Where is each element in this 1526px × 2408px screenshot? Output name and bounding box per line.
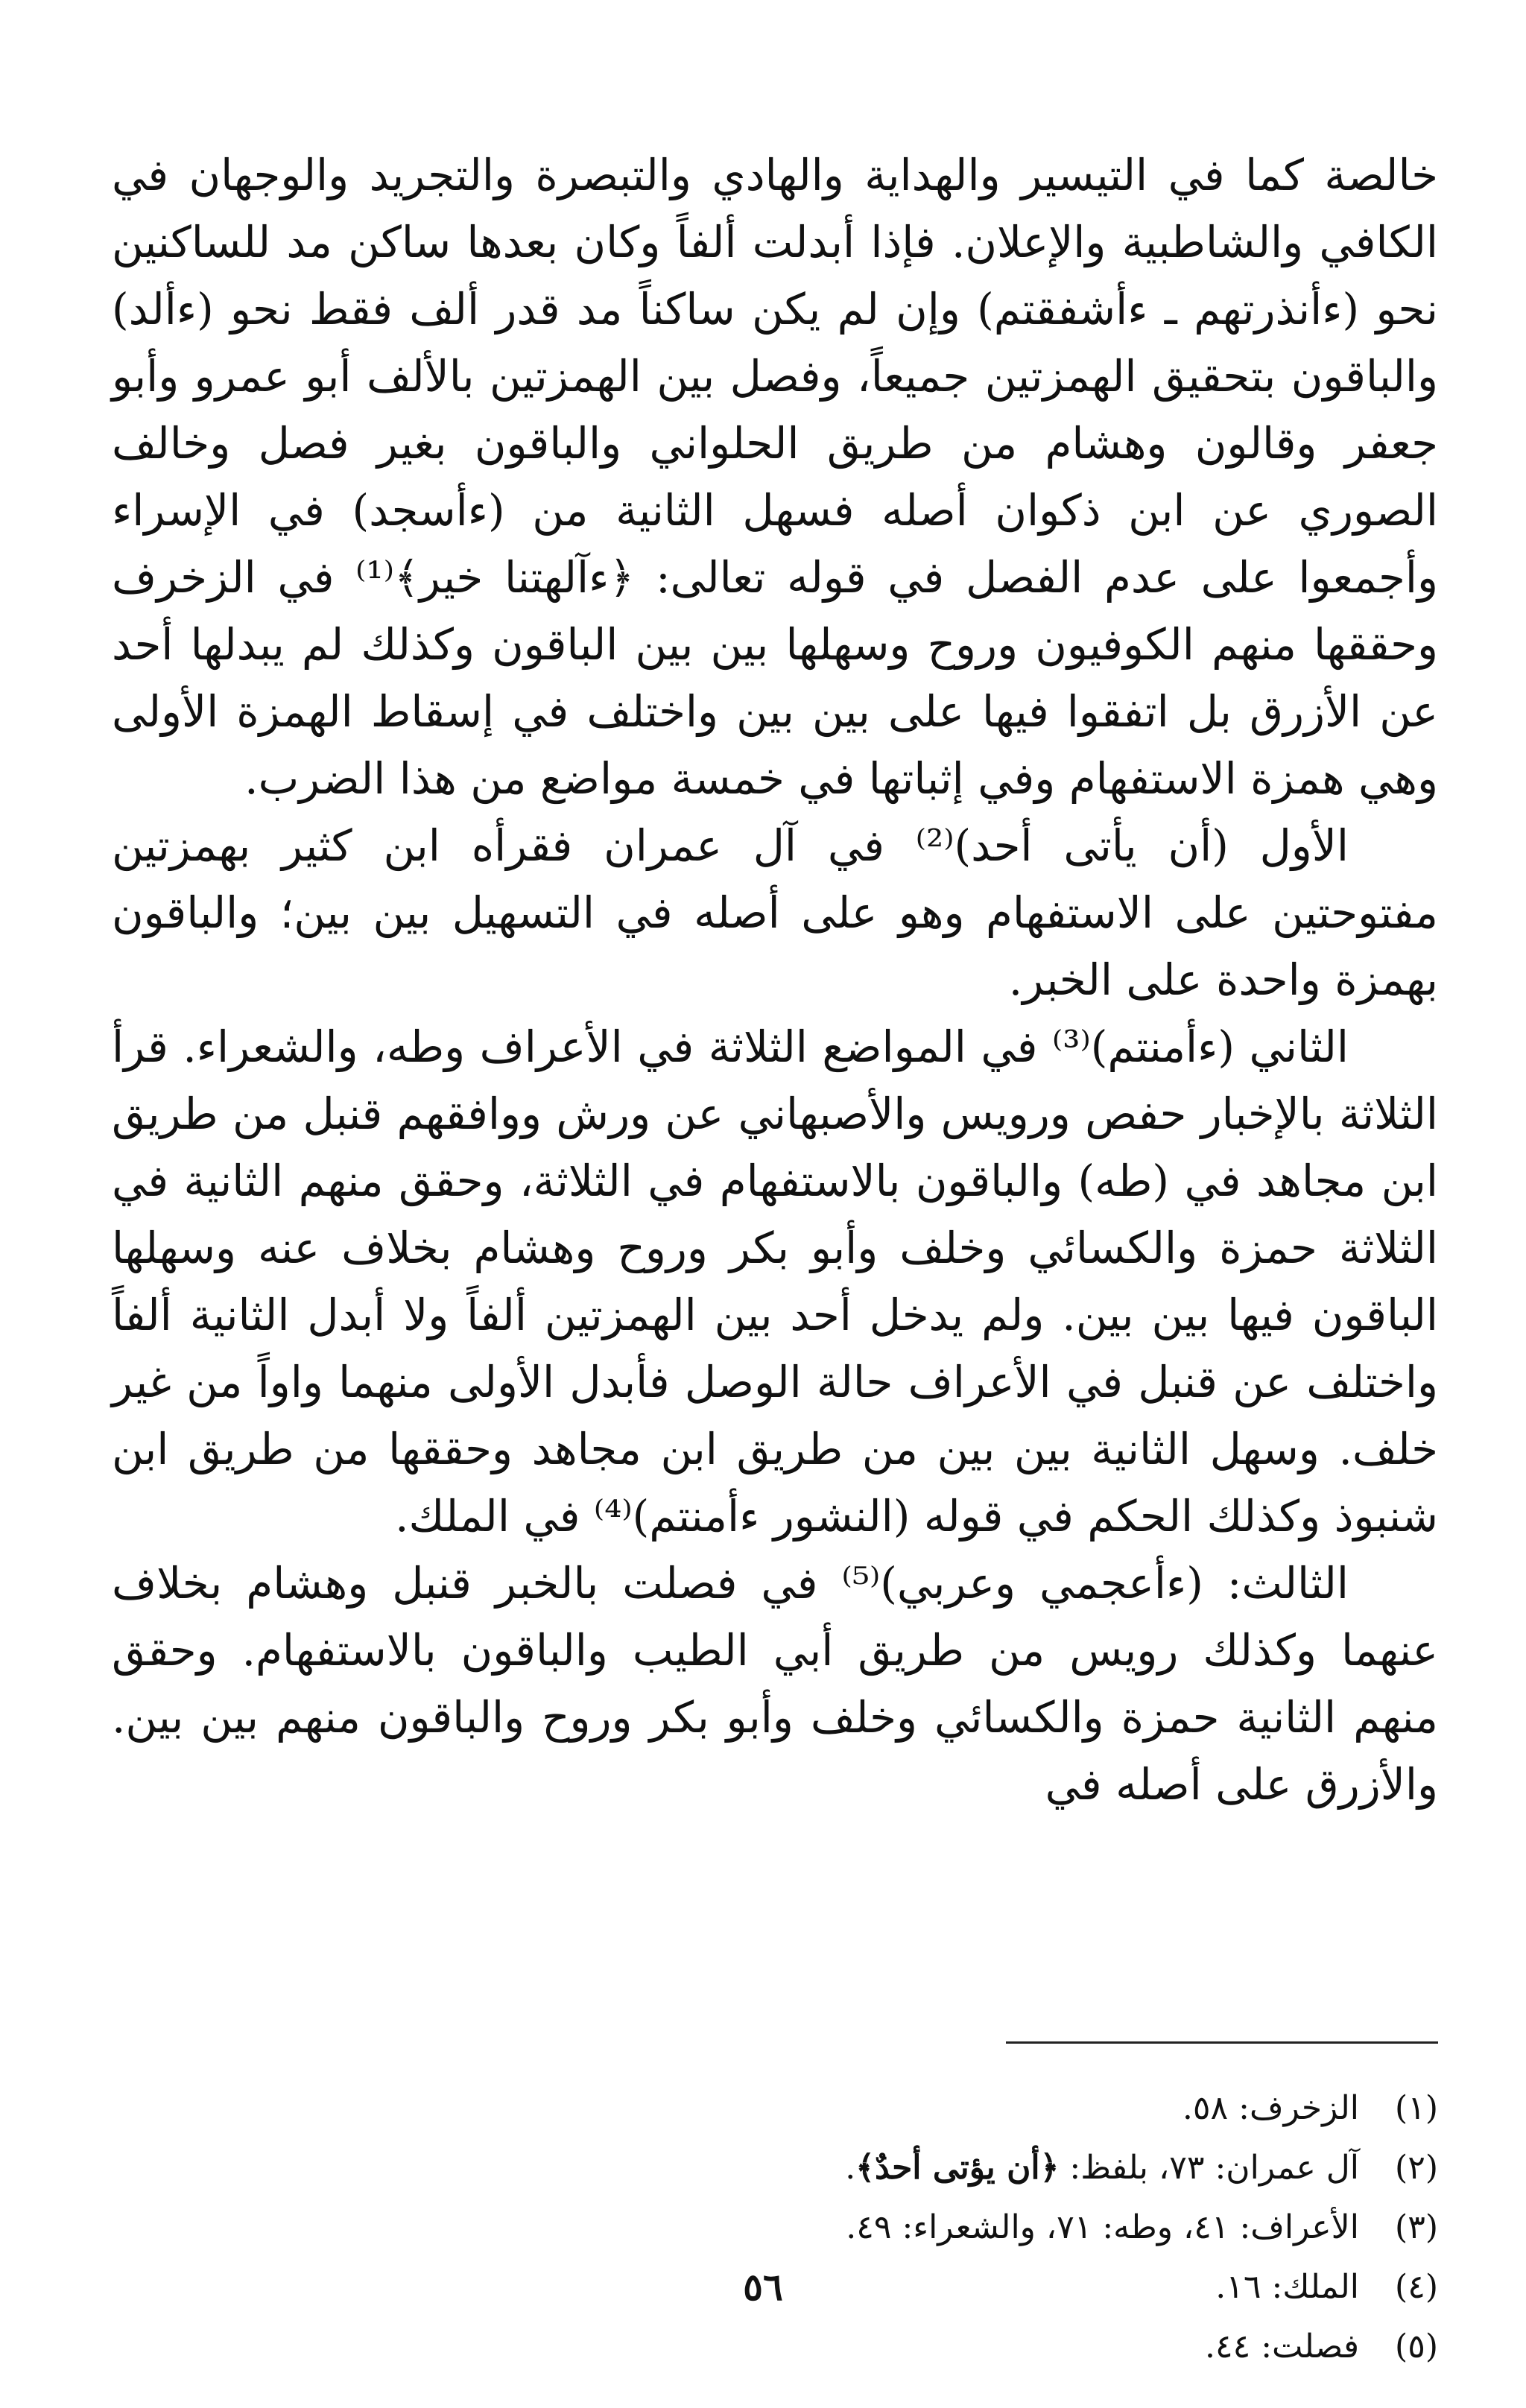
- footnote-5: [469, 2317, 1438, 2377]
- paragraph-1: خالصة كما في التيسير والهداية والهادي والتبصرة والتجريد والوجهان في الكافي والشاطبية والإعلان. فإذا أبدلت ألفاً وكان بعدها ساكن مد للساكنين نحو (ءأنذرتهم ـ ءأشفقتم) وإن لم يكن ساكناً مد قدر ألف فقط نحو (ءألد) والباقون بتحقيق الهمزتين جميعاً، وفصل بين الهمزتين بالألف أبو عمرو وأبو جعفر وقالون وهشام من طريق الحلواني والباقون بغير فصل وخالف الصوري عن ابن ذكوان أصله فسهل الثانية من (ءأسجد) في الإسراء وأجمعوا على عدم الفصل في قوله تعالى: ﴿ءآلهتنا خير﴾⁽¹⁾ في الزخرف وحققها منهم الكوفيون وروح وسهلها بين بين الباقون وكذلك لم يبدلها أحد عن الأزرق بل اتفقوا فيها على بين بين واختلف في إسقاط الهمزة الأولى وهي همزة الاستفهام وفي إثباتها في خمسة مواضع من هذا الضرب.: [112, 150, 1438, 804]
- footnote-divider: [1006, 2041, 1438, 2044]
- main-text: [112, 142, 1438, 1818]
- paragraph-4: الثالث: (ءأعجمي وعربي)⁽⁵⁾ في فصلت بالخبر قنبل وهشام بخلاف عنهما وكذلك رويس من طريق أبي الطيب والباقون بالاستفهام. وحقق منهم الثانية حمزة والكسائي وخلف وأبو بكر وروح والباقون منهم بين بين. والأزرق على أصله في: [112, 1558, 1438, 1810]
- footnote-text: الملك: ١٦.: [1215, 2268, 1359, 2306]
- footnote-number: (٤): [1395, 2268, 1438, 2306]
- footnote-text-prefix: آل عمران: ٧٣، بلفظ:: [1059, 2149, 1359, 2187]
- footnote-text: [845, 2138, 1359, 2198]
- page-number: ٥٦: [743, 2265, 783, 2309]
- footnote-text: الأعراف: ٤١، وطه: ٧١، والشعراء: ٤٩.: [846, 2208, 1359, 2246]
- paragraph-3: الثاني (ءأمنتم)⁽³⁾ في المواضع الثلاثة في الأعراف وطه، والشعراء. قرأ الثلاثة بالإخبار حفص ورويس والأصبهاني عن ورش ووافقهم قنبل من طريق ابن مجاهد في (طه) والباقون بالاستفهام في الثلاثة، وحقق منهم الثانية في الثلاثة حمزة والكسائي وخلف وأبو بكر وروح وهشام بخلاف عنه وسهلها الباقون فيها بين بين. ولم يدخل أحد بين الهمزتين ألفاً ولا أبدل الثانية ألفاً واختلف عن قنبل في الأعراف حالة الوصل فأبدل الأولى منهما واواً من غير خلف. وسهل الثانية بين بين من طريق ابن مجاهد وحققها من طريق ابن شنبوذ وكذلك الحكم في قوله (النشور ءأمنتم)⁽⁴⁾ في الملك.: [112, 1021, 1438, 1542]
- footnote-text: فصلت: ٤٤.: [1204, 2328, 1359, 2366]
- footnote-text: الزخرف: ٥٨.: [1182, 2089, 1359, 2127]
- footnote-number: (٣): [1395, 2208, 1438, 2246]
- footnote-3: [469, 2198, 1438, 2258]
- footnote-text-suffix: .: [845, 2149, 856, 2187]
- footnote-number: (٢): [1395, 2149, 1438, 2187]
- page-body: [112, 142, 1438, 1818]
- footnote-quran-quote: ﴿أن يؤتى أحدٌ﴾: [855, 2149, 1060, 2187]
- footnote-number: (٥): [1395, 2328, 1438, 2366]
- footnote-1: [469, 2079, 1438, 2138]
- footnote-2: [469, 2138, 1438, 2198]
- footnote-number: (١): [1395, 2089, 1438, 2127]
- footnotes: [469, 2079, 1438, 2377]
- paragraph-2: الأول (أن يأتى أحد)⁽²⁾ في آل عمران فقرأه ابن كثير بهمزتين مفتوحتين على الاستفهام وهو على أصله في التسهيل بين بين؛ والباقون بهمزة واحدة على الخبر.: [112, 820, 1438, 1005]
